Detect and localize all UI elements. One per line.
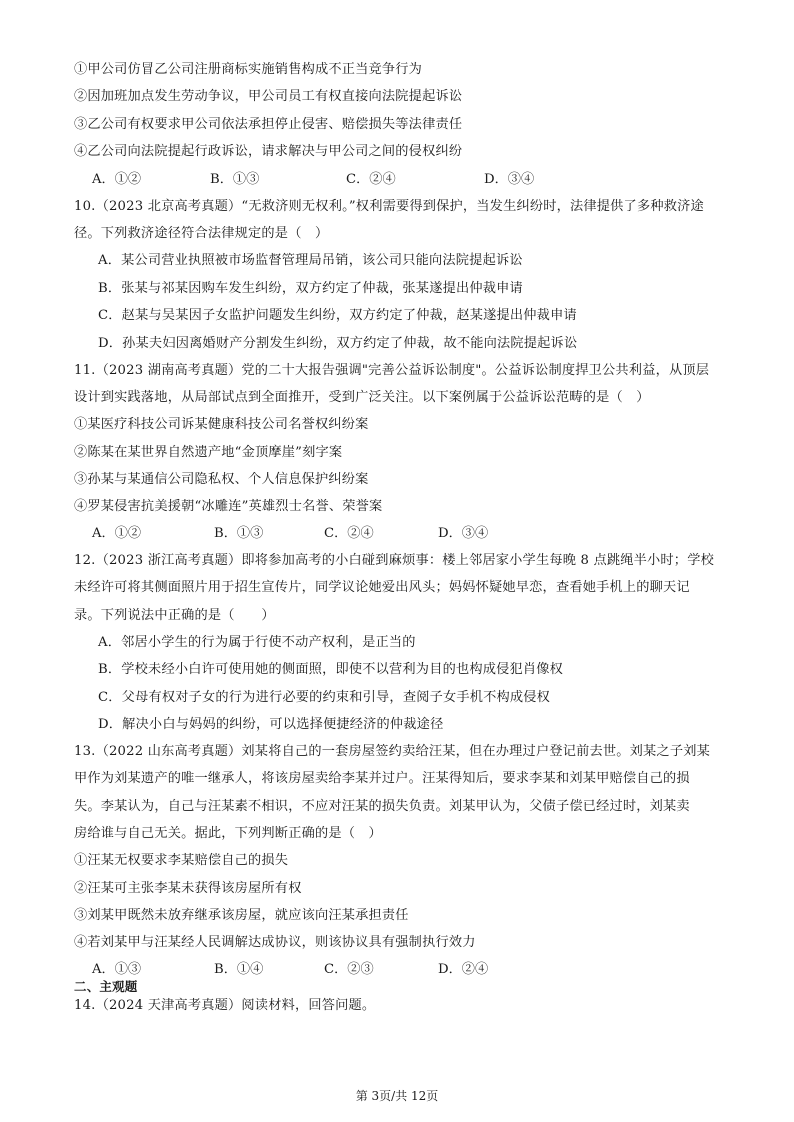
option-c: C．②④ bbox=[324, 526, 374, 541]
option-a: A．①③ bbox=[92, 962, 142, 977]
option-b: B．①③ bbox=[210, 172, 260, 187]
option-a: A．①② bbox=[92, 172, 142, 187]
option-b: B．学校未经小白许可使用她的侧面照，即使不以营利为目的也构成侵犯肖像权 bbox=[98, 662, 564, 677]
option-d: D．②④ bbox=[438, 962, 489, 977]
option-c: C．②④ bbox=[346, 172, 396, 187]
option-c: C．②③ bbox=[324, 962, 374, 977]
option-c: C．赵某与吴某因子女监护问题发生纠纷，双方约定了仲裁，赵某遂提出仲裁申请 bbox=[98, 308, 577, 323]
statement-item: ④若刘某甲与汪某经人民调解达成协议，则该协议具有强制执行效力 bbox=[74, 935, 476, 950]
statement-item: ③孙某与某通信公司隐私权、个人信息保护纠纷案 bbox=[74, 472, 369, 487]
option-d: D．③④ bbox=[484, 172, 535, 187]
option-c: C．父母有权对子女的行为进行必要的约束和引导，查阅子女手机不构成侵权 bbox=[98, 690, 551, 705]
question-13-stem: 失。李某认为，自己与汪某素不相识，不应对汪某的损失负责。刘某甲认为，父债子偿已经过时，刘某卖 bbox=[74, 799, 690, 814]
statement-item: ③刘某甲既然未放弃继承该房屋，就应该向汪某承担责任 bbox=[74, 908, 409, 923]
question-11-stem: 11.（2023 湖南高考真题）党的二十大报告强调"完善公益诉讼制度"。公益诉讼制度捍卫公共利益，从顶层 bbox=[74, 363, 710, 378]
question-13-stem: 13.（2022 山东高考真题）刘某将自己的一套房屋签约卖给汪某，但在办理过户登记前去世。刘某之子刘某 bbox=[74, 744, 710, 759]
option-d: D．孙某夫妇因离婚财产分割发生纠纷，双方约定了仲裁，故不能向法院提起诉讼 bbox=[98, 336, 578, 351]
answer-options bbox=[92, 170, 732, 190]
option-b: B．张某与祁某因购车发生纠纷，双方约定了仲裁，张某遂提出仲裁申请 bbox=[98, 281, 523, 296]
question-13-stem: 房给谁与自己无关。据此，下列判断正确的是（ ） bbox=[74, 826, 382, 841]
option-a: A．①② bbox=[92, 526, 142, 541]
question-14-stem: 14.（2024 天津高考真题）阅读材料，回答问题。 bbox=[74, 998, 376, 1013]
question-11-stem: 设计到实践落地，从局部试点到全面推开，受到广泛关注。以下案例属于公益诉讼范畴的是（ ） bbox=[74, 390, 650, 405]
statement-item: ②汪某可主张李某未获得该房屋所有权 bbox=[74, 881, 302, 896]
statement-item: ②因加班加点发生劳动争议，甲公司员工有权直接向法院提起诉讼 bbox=[74, 89, 463, 104]
question-10-stem: 径。下列救济途径符合法律规定的是（ ） bbox=[74, 226, 329, 241]
option-b: B．①④ bbox=[214, 962, 264, 977]
option-a: A．某公司营业执照被市场监督管理局吊销，该公司只能向法院提起诉讼 bbox=[98, 253, 523, 268]
question-12-stem: 未经许可将其侧面照片用于招生宣传片，同学议论她爱出风头；妈妈怀疑她早恋，查看她手机上的聊天记 bbox=[74, 580, 690, 595]
statement-item: ①汪某无权要求李某赔偿自己的损失 bbox=[74, 853, 289, 868]
answer-options bbox=[92, 960, 732, 980]
question-12-stem: 12.（2023 浙江高考真题）即将参加高考的小白碰到麻烦事：楼上邻居家小学生每晚 8 点跳绳半小时；学校 bbox=[74, 553, 714, 568]
statement-item: ①甲公司仿冒乙公司注册商标实施销售构成不正当竞争行为 bbox=[74, 62, 423, 77]
page-number: 第 3页/共 12页 bbox=[355, 1089, 439, 1103]
answer-options bbox=[92, 524, 732, 544]
statement-item: ②陈某在某世界自然遗产地“金顶摩崖”刻字案 bbox=[74, 445, 343, 460]
question-13-stem: 甲作为刘某遗产的唯一继承人，将该房屋卖给李某并过户。汪某得知后，要求李某和刘某甲赔偿自己的损 bbox=[74, 771, 690, 786]
option-d: D．解决小白与妈妈的纠纷，可以选择便捷经济的仲裁途径 bbox=[98, 717, 444, 732]
statement-item: ①某医疗科技公司诉某健康科技公司名誉权纠纷案 bbox=[74, 417, 369, 432]
statement-item: ④乙公司向法院提起行政诉讼，请求解决与甲公司之间的侵权纠纷 bbox=[74, 144, 463, 159]
question-10-stem: 10.（2023 北京高考真题）“无救济则无权利。”权利需要得到保护，当发生纠纷时，法律提供了多种救济途 bbox=[74, 199, 704, 214]
option-b: B．①③ bbox=[214, 526, 264, 541]
question-12-stem: 录。下列说法中正确的是（ ） bbox=[74, 608, 275, 623]
statement-item: ④罗某侵害抗美援朝“冰雕连”英雄烈士名誉、荣誉案 bbox=[74, 499, 383, 514]
section-title: 二、主观题 bbox=[74, 979, 138, 994]
option-a: A．邻居小学生的行为属于行使不动产权利，是正当的 bbox=[98, 635, 416, 650]
statement-item: ③乙公司有权要求甲公司依法承担停止侵害、赔偿损失等法律责任 bbox=[74, 117, 463, 132]
option-d: D．③④ bbox=[438, 526, 489, 541]
